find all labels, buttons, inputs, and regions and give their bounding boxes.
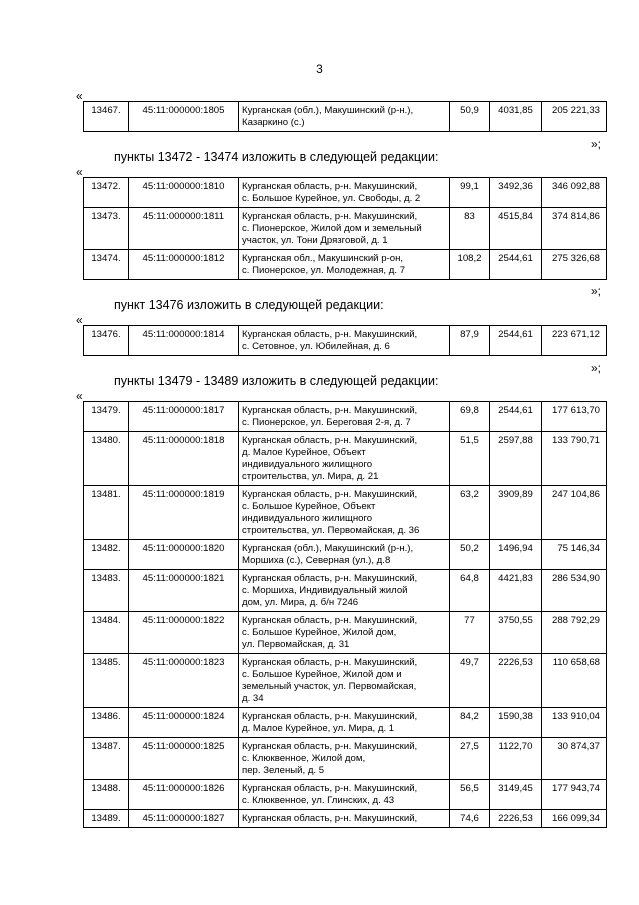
open-quote: «: [76, 89, 83, 103]
address-cell: [239, 326, 450, 356]
specific-value-cell: 4421,83: [490, 570, 542, 612]
open-quote: «: [76, 389, 83, 403]
table-block-3: [83, 401, 607, 828]
paragraph-amend-13472-13474: пункты 13472 - 13474 изложить в следующей редакции:: [114, 150, 439, 164]
row-number-cell: 13485.: [84, 654, 129, 708]
row-number-cell: 13486.: [84, 708, 129, 738]
area-cell: 27,5: [450, 738, 490, 780]
address-line: с. Большое Курейное, Жилой дом,: [242, 627, 397, 638]
address-line: д. Малое Курейное, Объект: [242, 447, 366, 458]
address-line: индивидуального жилищного: [242, 459, 373, 470]
table-row: [84, 178, 607, 208]
close-quote: »;: [591, 284, 602, 298]
table-block-2: [83, 325, 607, 356]
row-number-cell: 13476.: [84, 326, 129, 356]
area-cell: 50,2: [450, 540, 490, 570]
cadastral-value-cell: 30 874,37: [542, 738, 607, 780]
row-number-cell: 13474.: [84, 250, 129, 280]
table-row: [84, 654, 607, 708]
table-row: [84, 402, 607, 432]
cadastral-value-cell: 177 943,74: [542, 780, 607, 810]
specific-value-cell: 2226,53: [490, 810, 542, 828]
address-cell: [239, 402, 450, 432]
address-line: Курганская область, р-н. Макушинский,: [242, 657, 418, 668]
address-line: Курганская область, р-н. Макушинский,: [242, 711, 418, 722]
address-line: Курганская область, р-н. Макушинский,: [242, 783, 418, 794]
open-quote: «: [76, 165, 83, 179]
address-line: Курганская обл., Макушинский р-он,: [242, 253, 404, 264]
specific-value-cell: 3750,55: [490, 612, 542, 654]
area-cell: 99,1: [450, 178, 490, 208]
address-cell: [239, 612, 450, 654]
cadastral-number-cell: 45:11:000000:1821: [129, 570, 239, 612]
address-line: Курганская область, р-н. Макушинский,: [242, 741, 418, 752]
address-cell: [239, 250, 450, 280]
address-line: с. Клюквенное, Жилой дом,: [242, 753, 366, 764]
cadastral-value-cell: 286 534,90: [542, 570, 607, 612]
page-number: 3: [316, 62, 323, 76]
area-cell: 51,5: [450, 432, 490, 486]
specific-value-cell: 3909,89: [490, 486, 542, 540]
cadastral-number-cell: 45:11:000000:1826: [129, 780, 239, 810]
specific-value-cell: 4515,84: [490, 208, 542, 250]
open-quote: «: [76, 313, 83, 327]
table-row: [84, 570, 607, 612]
table-row: [84, 432, 607, 486]
cadastral-value-cell: 205 221,33: [542, 102, 607, 132]
area-cell: 77: [450, 612, 490, 654]
row-number-cell: 13467.: [84, 102, 129, 132]
area-cell: 83: [450, 208, 490, 250]
close-quote: »;: [591, 137, 602, 151]
cadastral-number-cell: 45:11:000000:1814: [129, 326, 239, 356]
paragraph-amend-13476: пункт 13476 изложить в следующей редакции:: [114, 298, 384, 312]
cadastral-value-cell: 374 814,86: [542, 208, 607, 250]
row-number-cell: 13488.: [84, 780, 129, 810]
cadastral-value-cell: 133 790,71: [542, 432, 607, 486]
address-cell: [239, 432, 450, 486]
cadastral-value-cell: 177 613,70: [542, 402, 607, 432]
table-row: [84, 780, 607, 810]
cadastral-number-cell: 45:11:000000:1819: [129, 486, 239, 540]
cadastral-value-cell: 133 910,04: [542, 708, 607, 738]
row-number-cell: 13472.: [84, 178, 129, 208]
cadastral-number-cell: 45:11:000000:1811: [129, 208, 239, 250]
address-cell: [239, 810, 450, 828]
address-line: Курганская (обл.), Макушинский (р-н.),: [242, 105, 414, 116]
area-cell: 108,2: [450, 250, 490, 280]
row-number-cell: 13473.: [84, 208, 129, 250]
address-line: с. Пионерское, ул. Береговая 2-я, д. 7: [242, 417, 411, 428]
specific-value-cell: 4031,85: [490, 102, 542, 132]
area-cell: 87,9: [450, 326, 490, 356]
address-line: строительства, ул. Первомайская, д. 36: [242, 525, 420, 536]
area-cell: 63,2: [450, 486, 490, 540]
address-line: с. Пионерское, ул. Молодежная, д. 7: [242, 265, 406, 276]
cadastral-value-cell: 275 326,68: [542, 250, 607, 280]
address-line: Курганская область, р-н. Макушинский,: [242, 329, 418, 340]
specific-value-cell: 2544,61: [490, 326, 542, 356]
area-cell: 64,8: [450, 570, 490, 612]
specific-value-cell: 1496,94: [490, 540, 542, 570]
specific-value-cell: 3149,45: [490, 780, 542, 810]
specific-value-cell: 2226,53: [490, 654, 542, 708]
address-line: д. Малое Курейное, ул. Мира, д. 1: [242, 723, 395, 734]
cadastral-value-cell: 166 099,34: [542, 810, 607, 828]
address-cell: [239, 570, 450, 612]
table-row: [84, 250, 607, 280]
address-line: Курганская область, р-н. Макушинский,: [242, 405, 418, 416]
row-number-cell: 13481.: [84, 486, 129, 540]
table-block-1: [83, 177, 607, 280]
specific-value-cell: 2597,88: [490, 432, 542, 486]
cadastral-number-cell: 45:11:000000:1827: [129, 810, 239, 828]
address-line: Моршиха (с.), Северная (ул.), д.8: [242, 555, 391, 566]
address-cell: [239, 780, 450, 810]
address-line: с. Большое Курейное, ул. Свободы, д. 2: [242, 193, 421, 204]
address-line: Казаркино (с.): [242, 117, 305, 128]
row-number-cell: 13480.: [84, 432, 129, 486]
address-line: ул. Первомайская, д. 31: [242, 639, 350, 650]
address-line: Курганская область, р-н. Макушинский,: [242, 435, 418, 446]
table-row: [84, 810, 607, 828]
address-cell: [239, 540, 450, 570]
cadastral-number-cell: 45:11:000000:1817: [129, 402, 239, 432]
address-line: земельный участок, ул. Первомайская,: [242, 681, 417, 692]
cadastral-number-cell: 45:11:000000:1825: [129, 738, 239, 780]
table-row: [84, 486, 607, 540]
cadastral-value-cell: 223 671,12: [542, 326, 607, 356]
cadastral-value-cell: 247 104,86: [542, 486, 607, 540]
area-cell: 56,5: [450, 780, 490, 810]
close-quote: »;: [591, 361, 602, 375]
cadastral-number-cell: 45:11:000000:1805: [129, 102, 239, 132]
table-row: [84, 708, 607, 738]
specific-value-cell: 2544,61: [490, 250, 542, 280]
row-number-cell: 13483.: [84, 570, 129, 612]
area-cell: 74,6: [450, 810, 490, 828]
address-line: с. Клюквенное, ул. Глинских, д. 43: [242, 795, 395, 806]
cadastral-number-cell: 45:11:000000:1810: [129, 178, 239, 208]
table-row: [84, 738, 607, 780]
table-row: [84, 326, 607, 356]
address-line: с. Большое Курейное, Жилой дом и: [242, 669, 402, 680]
row-number-cell: 13484.: [84, 612, 129, 654]
address-cell: [239, 486, 450, 540]
table-row: [84, 612, 607, 654]
address-line: Курганская область, р-н. Макушинский,: [242, 489, 418, 500]
address-line: дом, ул. Мира, д. б/н 7246: [242, 597, 359, 608]
area-cell: 69,8: [450, 402, 490, 432]
address-line: пер. Зеленый, д. 5: [242, 765, 325, 776]
address-line: Курганская область, р-н. Макушинский,: [242, 813, 418, 824]
address-line: Курганская область, р-н. Макушинский,: [242, 573, 418, 584]
cadastral-number-cell: 45:11:000000:1824: [129, 708, 239, 738]
specific-value-cell: 3492,36: [490, 178, 542, 208]
address-line: с. Сетовное, ул. Юбилейная, д. 6: [242, 341, 390, 352]
area-cell: 49,7: [450, 654, 490, 708]
specific-value-cell: 2544,61: [490, 402, 542, 432]
address-cell: [239, 654, 450, 708]
address-line: с. Большое Курейное, Объект: [242, 501, 376, 512]
row-number-cell: 13487.: [84, 738, 129, 780]
cadastral-value-cell: 346 092,88: [542, 178, 607, 208]
cadastral-number-cell: 45:11:000000:1812: [129, 250, 239, 280]
cadastral-number-cell: 45:11:000000:1820: [129, 540, 239, 570]
address-line: строительства, ул. Мира, д. 21: [242, 471, 379, 482]
address-cell: [239, 708, 450, 738]
address-line: Курганская область, р-н. Макушинский,: [242, 181, 418, 192]
address-line: Курганская область, р-н. Макушинский,: [242, 615, 418, 626]
table-block-0: [83, 101, 607, 132]
row-number-cell: 13479.: [84, 402, 129, 432]
address-line: Курганская область, р-н. Макушинский,: [242, 211, 418, 222]
cadastral-number-cell: 45:11:000000:1822: [129, 612, 239, 654]
row-number-cell: 13489.: [84, 810, 129, 828]
table-row: [84, 102, 607, 132]
row-number-cell: 13482.: [84, 540, 129, 570]
table-row: [84, 540, 607, 570]
address-cell: [239, 102, 450, 132]
address-line: Курганская (обл.), Макушинский (р-н.),: [242, 543, 414, 554]
specific-value-cell: 1590,38: [490, 708, 542, 738]
address-cell: [239, 208, 450, 250]
cadastral-value-cell: 288 792,29: [542, 612, 607, 654]
cadastral-value-cell: 75 146,34: [542, 540, 607, 570]
cadastral-value-cell: 110 658,68: [542, 654, 607, 708]
address-line: с. Пионерское, Жилой дом и земельный: [242, 223, 422, 234]
cadastral-number-cell: 45:11:000000:1823: [129, 654, 239, 708]
paragraph-amend-13479-13489: пункты 13479 - 13489 изложить в следующей редакции:: [114, 374, 439, 388]
address-cell: [239, 178, 450, 208]
area-cell: 50,9: [450, 102, 490, 132]
cadastral-number-cell: 45:11:000000:1818: [129, 432, 239, 486]
table-row: [84, 208, 607, 250]
address-line: участок, ул. Тони Дрязговой, д. 1: [242, 235, 388, 246]
area-cell: 84,2: [450, 708, 490, 738]
address-line: с. Моршиха, Индивидуальный жилой: [242, 585, 408, 596]
address-line: индивидуального жилищного: [242, 513, 373, 524]
address-line: д. 34: [242, 693, 264, 704]
address-cell: [239, 738, 450, 780]
specific-value-cell: 1122,70: [490, 738, 542, 780]
